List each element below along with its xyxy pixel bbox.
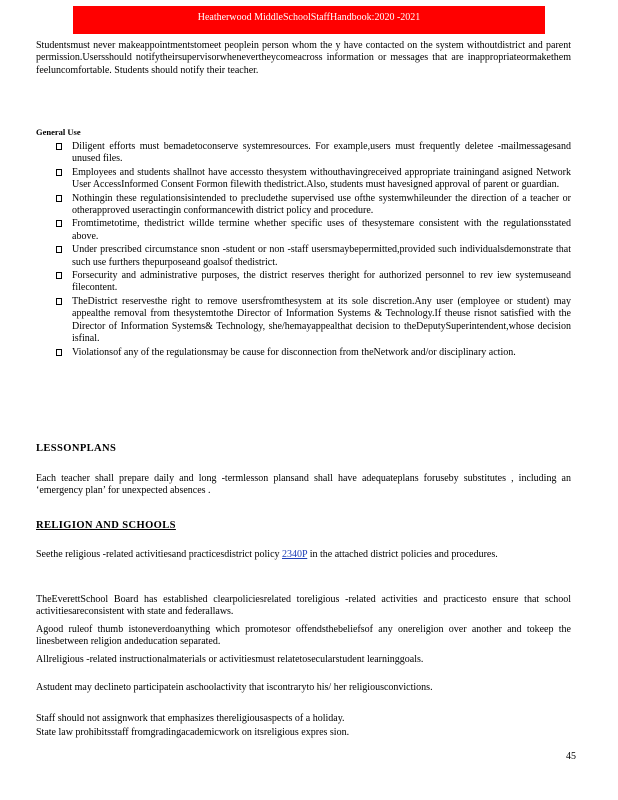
religion-paragraph-2: Agood ruleof thumb istoneverdoanything which promotesor offendsthebeliefsof any onereligion over another and tokeep the linesbetween religion andeducation separated. [36,624,571,648]
general-use-list [56,141,571,360]
list-item: Under prescribed circumstance snon -student or non -staff usersmaybepermitted,provided such individualsdemonstrate that such use furthers thepurposeand goalsof thedistrict. [56,244,571,269]
list-item: Diligent efforts must bemadetoconserve systemresources. For example,users must frequently deletee -mailmessagesand unused files. [56,141,571,166]
religion-paragraph-5: Staff should not assignwork that emphasizes thereligiousaspects of a holiday. [36,713,345,724]
lesson-plans-paragraph: Each teacher shall prepare daily and long -termlesson plansand shall have adequateplans foruseby substitutes , including an ‘emergency plan’ for unexpected absences . [36,473,571,497]
square-bullet-icon [56,246,62,253]
square-bullet-icon [56,143,62,150]
religion-heading: RELIGION AND SCHOOLS [36,520,176,531]
religion-paragraph-4: Astudent may declineto participatein aschoolactivity that iscontraryto his/ her religiousconvictions. [36,682,433,693]
list-item: TheDistrict reservesthe right to remove usersfromthesystem at its sole discretion.Any user (employee or student) may appealthe removal from thesystemtothe Director of Information Systems & Technology.If theuse risnot satisfied with the Director of Information Systems& Technology, she/hemayappealthat decision to theDeputySuperintendent,whose decision isfinal. [56,296,571,346]
handbook-header-bar [73,6,545,34]
square-bullet-icon [56,220,62,227]
list-item: Fromtimetotime, thedistrict willde termine whether specific uses of thesystemare consistent with the regulationsstated above. [56,218,571,243]
list-item: Employees and students shallnot have accessto thesystem withouthavingreceived appropriate trainingand asigned Network User AccessInformed Consent Formon filewith thedistrict.Also, students must havesigned approval of parent or guardian. [56,167,571,192]
handbook-header-title: Heatherwood MiddleSchoolStaffHandbook:2020 -2021 [197,12,421,23]
list-item: Violationsof any of the regulationsmay be cause for disconnection from theNetwork and/or disciplinary action. [56,347,571,359]
square-bullet-icon [56,169,62,176]
religion-policy-paragraph: Seethe religious -related activitiesand practicesdistrict policy 2340P in the attached district policies and procedures. [36,549,498,560]
religion-paragraph-1: TheEverettSchool Board has established clearpoliciesrelated toreligious -related activities and practicesto ensure that school activitiesareconsistent with state and federallaws. [36,594,571,618]
square-bullet-icon [56,349,62,356]
page-number: 45 [566,751,576,762]
religion-paragraph-3: Allreligious -related instructionalmaterials or activitiesmust relatetosecularstudent learninggoals. [36,654,424,665]
intro-paragraph: Studentsmust never makeappointmentstomeet peoplein person whom the y have contacted on the system withoutdistrict and parent permission.Usersshould notifytheirsupervisorwhenevertheycomeacross information or messages that are inappropriateormakethem feeluncomfortable. Students should notify their teacher. [36,40,571,76]
list-item: Nothingin these regulationsisintended to precludethe supervised use ofthe systemwhileunder the direction of a teacher or otherapproved useractingin conformancewith district policy and procedure. [56,193,571,218]
general-use-title: General Use [36,127,81,137]
list-item: Forsecurity and administrative purposes, the district reserves theright for authorized personnel to rev iew systemuseand filecontent. [56,270,571,295]
square-bullet-icon [56,272,62,279]
square-bullet-icon [56,298,62,305]
religion-paragraph-6: State law prohibitsstaff fromgradingacademicwork on itsreligious expres sion. [36,727,350,738]
lesson-plans-heading: LESSONPLANS [36,443,117,454]
policy-2340p-link[interactable]: 2340P [282,549,308,560]
square-bullet-icon [56,195,62,202]
